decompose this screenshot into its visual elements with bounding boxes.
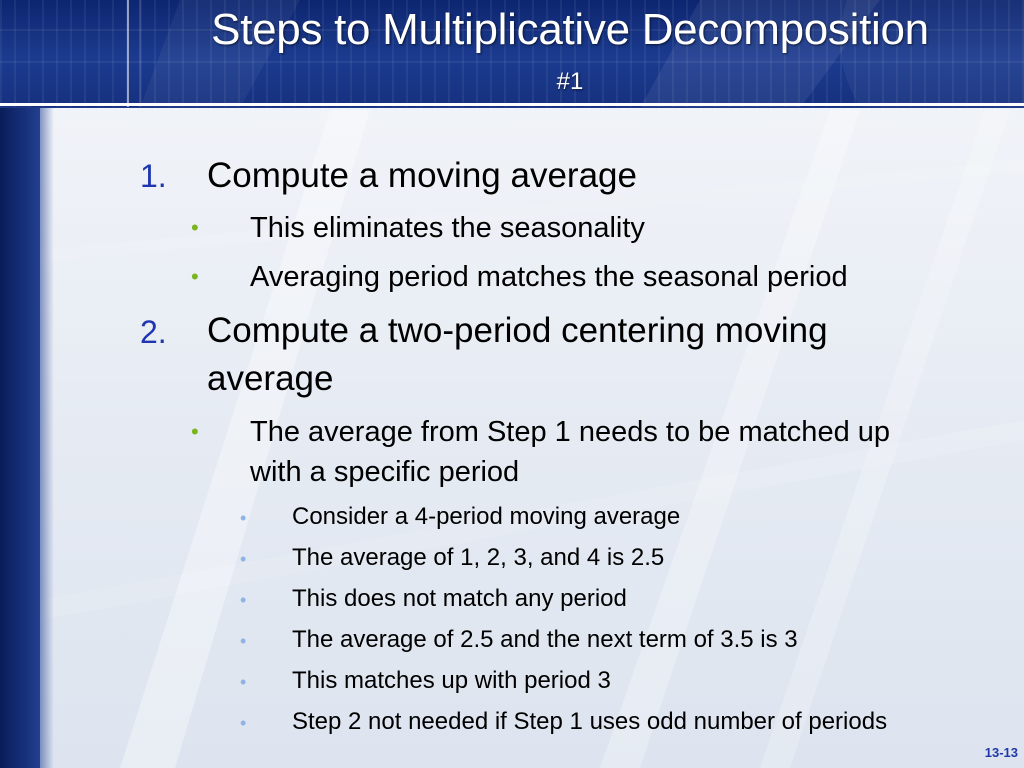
sub-bullet-icon: • <box>240 508 247 528</box>
bullet-icon: • <box>191 215 199 240</box>
list-item-text: Compute a two-period centering moving <box>207 311 828 350</box>
sub-bullet-icon: • <box>240 549 247 569</box>
slide-number: 13-13 <box>984 745 1018 760</box>
sub-bullet-text: The average of 2.5 and the next term of 3.5 is 3 <box>292 626 798 653</box>
list-number: 2. <box>140 314 167 350</box>
bullet-icon: • <box>191 419 199 444</box>
list-number: 1. <box>140 158 167 194</box>
slide-subtitle: #1 <box>556 68 584 95</box>
bullet-text-continued: with a specific period <box>250 456 520 488</box>
bullet-text: The average from Step 1 needs to be matched up <box>250 416 891 448</box>
bullet-icon: • <box>191 264 199 289</box>
sub-bullet-text: The average of 1, 2, 3, and 4 is 2.5 <box>292 544 665 571</box>
bullet-text: Averaging period matches the seasonal period <box>250 261 848 293</box>
slide-title: Steps to Multiplicative Decomposition <box>211 5 929 54</box>
sub-bullet-icon: • <box>240 713 247 733</box>
list-item-text-continued: average <box>207 359 334 398</box>
bullet-text: This eliminates the seasonality <box>250 212 645 244</box>
sub-bullet-icon: • <box>240 672 247 692</box>
list-item-text: Compute a moving average <box>207 156 637 195</box>
sub-bullet-text: Consider a 4-period moving average <box>292 503 681 530</box>
sub-bullet-text: This matches up with period 3 <box>292 667 611 694</box>
sub-bullet-icon: • <box>240 631 247 651</box>
sub-bullet-text: This does not match any period <box>292 585 627 612</box>
sub-bullet-icon: • <box>240 590 247 610</box>
sub-bullet-text: Step 2 not needed if Step 1 uses odd number of periods <box>292 708 888 735</box>
